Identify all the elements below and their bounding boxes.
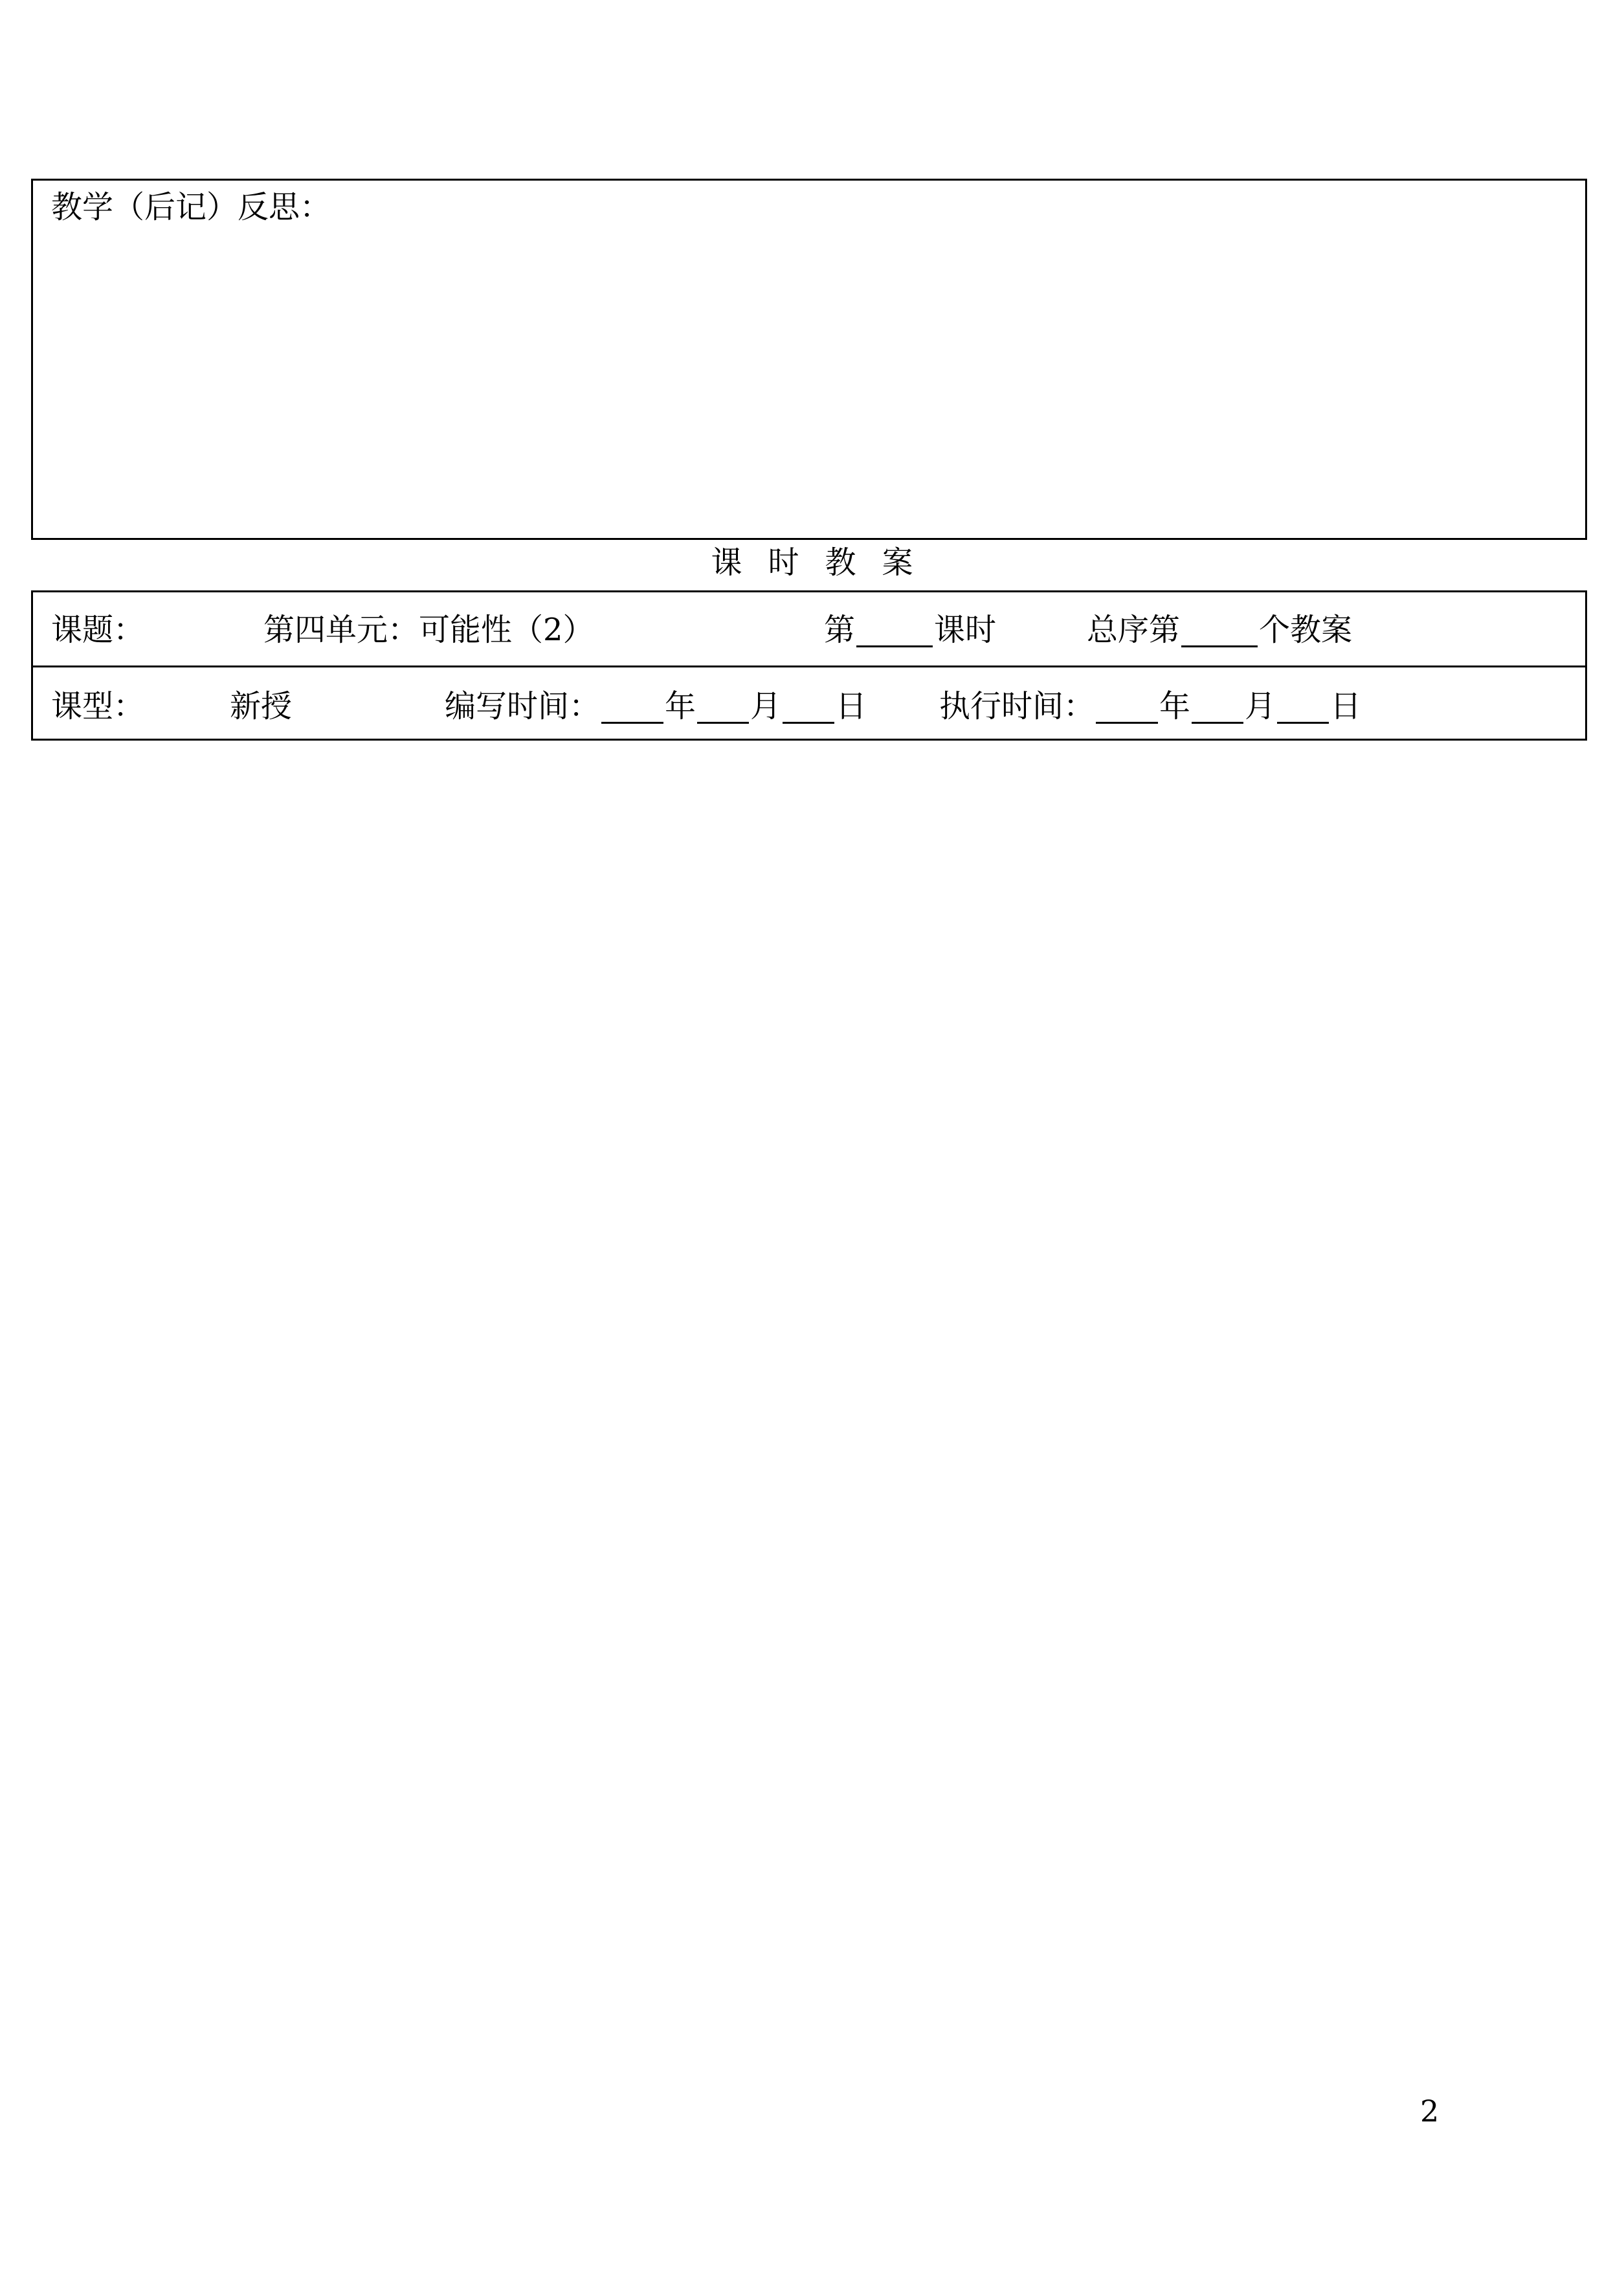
written-label: 编写时间： <box>445 688 601 724</box>
exec-day-label: 日 <box>1330 688 1362 724</box>
topic-value: 第四单元：可能性（2） <box>263 612 594 648</box>
written-year-label: 年 <box>665 688 696 724</box>
written-month-blank[interactable] <box>697 691 749 724</box>
total-prefix: 总序第 <box>1087 612 1181 648</box>
reflection-box <box>31 179 1587 540</box>
type-value: 新授 <box>230 688 293 724</box>
lesson-info-table <box>31 590 1587 741</box>
page-number: 2 <box>1420 2094 1440 2129</box>
exec-month-label: 月 <box>1245 688 1276 724</box>
document-title: 课时教案 <box>711 544 939 581</box>
lesson-prefix: 第 <box>824 612 856 648</box>
total-sequence-field <box>1087 614 1352 647</box>
total-suffix: 个教案 <box>1259 612 1353 648</box>
written-year-blank[interactable] <box>601 691 663 724</box>
reflection-label: 教学（后记）反思： <box>51 189 331 225</box>
exec-label: 执行时间： <box>939 688 1095 724</box>
exec-day-blank[interactable] <box>1277 691 1329 724</box>
exec-month-blank[interactable] <box>1192 691 1243 724</box>
exec-date-field <box>939 688 1362 724</box>
topic-label: 课题： <box>51 612 145 648</box>
written-day-blank[interactable] <box>783 691 834 724</box>
exec-year-blank[interactable] <box>1096 691 1158 724</box>
type-label: 课型： <box>51 688 145 724</box>
exec-year-label: 年 <box>1159 688 1191 724</box>
lesson-number-blank[interactable] <box>856 614 933 647</box>
lesson-number-field <box>824 614 996 647</box>
table-row-topic <box>33 592 1585 667</box>
written-month-label: 月 <box>750 688 782 724</box>
total-sequence-blank[interactable] <box>1181 614 1258 647</box>
table-row-type <box>33 667 1585 741</box>
lesson-suffix: 课时 <box>934 612 997 648</box>
written-day-label: 日 <box>836 688 867 724</box>
written-date-field <box>445 688 867 724</box>
